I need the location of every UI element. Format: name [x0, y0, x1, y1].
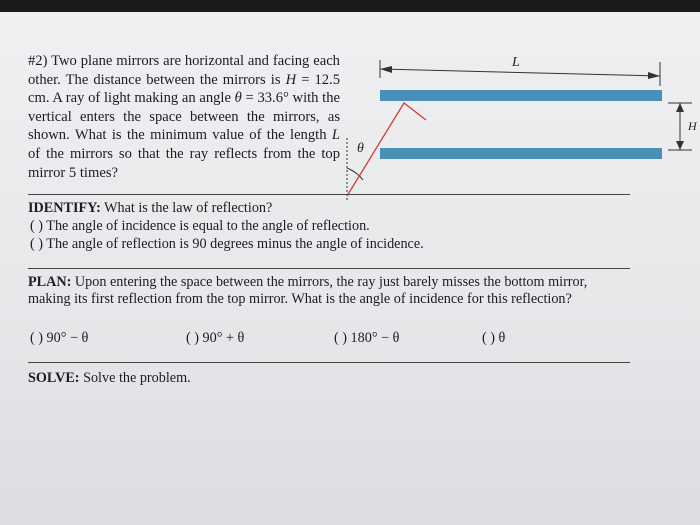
bottom-mirror	[380, 148, 662, 159]
separator-3	[28, 362, 630, 363]
identify-section	[28, 200, 272, 217]
identify-label: IDENTIFY:	[28, 200, 101, 216]
L-arrow-right	[648, 72, 660, 79]
top-mirror	[380, 90, 662, 101]
problem-number: #2)	[28, 53, 48, 69]
solve-text: Solve the problem.	[83, 370, 191, 386]
problem-text-a: Two plane mirrors are horizontal and facing each other. The distance between the mirrors is	[28, 53, 340, 88]
H-arrow-bottom	[676, 141, 684, 150]
H-symbol: H	[285, 71, 297, 88]
plan-option-2[interactable]: ( ) 90° + θ	[186, 330, 245, 346]
theta-label: θ	[357, 141, 364, 156]
plan-option-4[interactable]: ( ) θ	[482, 330, 506, 346]
plan-option-1[interactable]: ( ) 90° − θ	[30, 330, 89, 346]
L-symbol: L	[331, 127, 341, 144]
theta-symbol: θ	[234, 90, 242, 107]
solve-label: SOLVE:	[28, 370, 80, 386]
plan-section	[28, 274, 608, 308]
L-arrow-left	[380, 66, 392, 73]
L-label: L	[512, 55, 520, 70]
plan-question: Upon entering the space between the mirrors, the ray just barely misses the bottom mirror, making its first reflection from the top mirror. What is the angle of incidence for this reflection?	[28, 274, 588, 307]
H-value: = 12.5 cm	[28, 71, 341, 107]
theta-value: = 33.6°	[245, 90, 289, 107]
plan-option-3[interactable]: ( ) 180° − θ	[334, 330, 400, 346]
problem-text-b: . A ray of light making an angle	[45, 90, 231, 107]
separator-2	[28, 268, 630, 269]
identify-question: What is the law of reflection?	[104, 200, 273, 216]
problem-text-d: of the mirrors so that the ray reflects from the top mirror 5 times?	[28, 145, 340, 181]
problem-text-c: with the vertical enters the space between the mirrors, as shown. What is the minimum value of the length	[28, 90, 340, 144]
H-label: H	[688, 119, 697, 133]
H-arrow-top	[676, 103, 684, 112]
separator-1	[28, 194, 630, 195]
L-dimension-line	[380, 69, 660, 76]
solve-section	[28, 370, 191, 387]
identify-option-1[interactable]: ( ) The angle of incidence is equal to the angle of reflection.	[30, 218, 370, 234]
identify-option-2[interactable]: ( ) The angle of reflection is 90 degrees minus the angle of incidence.	[30, 236, 424, 252]
plan-label: PLAN:	[28, 274, 72, 290]
